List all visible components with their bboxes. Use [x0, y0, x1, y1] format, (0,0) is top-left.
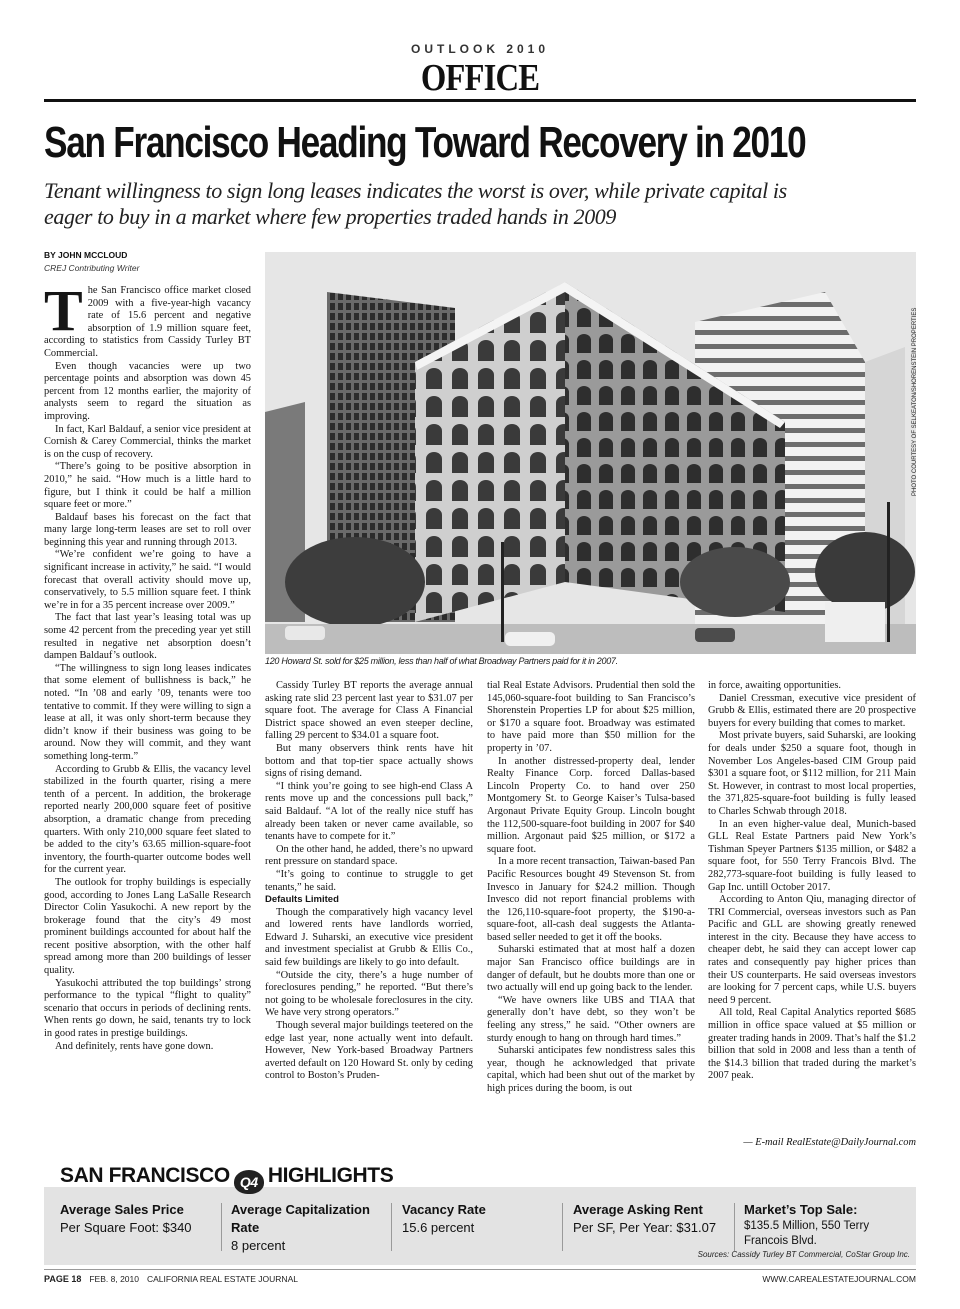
lead-paragraph — [44, 278, 251, 361]
article-paragraph: Suharski anticipates few nondistress sales this year, though he acknowledged that private capital, which had been shut out of the market by high prices during the boom, is out — [487, 1045, 695, 1094]
article-paragraph: All told, Real Capital Analytics reported $685 million in office space valued at $5 million or greater trading hands in 2009. That’s half the $1.2 billion that sold in 2008 and less than a tenth of the $14.3 billion that traded during the market’s 2007 peak. — [708, 1007, 916, 1082]
footer-left — [44, 1274, 306, 1284]
article-paragraph: But many observers think rents have hit bottom and that top-tier space actually shows signs of rising demand. — [265, 742, 473, 780]
section-kicker: OUTLOOK 2010 — [410, 42, 550, 56]
highlight-value: Per Square Foot: $340 — [60, 1220, 192, 1235]
article-paragraph: Suharski estimated that at most half a dozen major San Francisco office buildings are in danger of default, but he doubts more than one or two actually will end up going back to the lender. — [487, 944, 695, 994]
article-paragraph: Though the comparatively high vacancy level and lowered rents have landlords worried, Edward J. Suharski, an executive vice president and investment specialist at Grubb & Ellis Co., said few buildings are likely to go into default. — [265, 906, 473, 969]
highlight-divider — [562, 1203, 563, 1251]
header-rule — [44, 99, 916, 102]
article-paragraph: The outlook for trophy buildings is especially good, according to Jones Lang LaSalle Research Director Colin Yasukochi. A new report by the brokerage found that the city’s 49 most prominent buildings accounted for about half the recent positive absorption, with the other half spread among more than 200 buildings of lesser quality. — [44, 876, 251, 977]
article-paragraph: Even though vacancies were up two percentage points and absorption was down 45 percent from 12 months earlier, the majority of analysts seem to regard the situation as improving. — [44, 360, 251, 422]
article-paragraph: “There’s going to be positive absorption in 2010,” he said. “How much is a little hard to figure, but I think it could be half a million square feet or more.” — [44, 461, 251, 511]
article-paragraph: In an even higher-value deal, Munich-based GLL Real Estate Partners paid New York’s Tishman Speyer Partners $135 million, or $482 a square foot, for 550 Terry Francois Blvd. The 282,773-square-foot building is fully leased to Gap Inc. untill October 2017. — [708, 818, 916, 893]
article-column-2 — [265, 680, 473, 1083]
article-paragraph: According to Grubb & Ellis, the vacancy level stabilized in the fourth quarter, rising a mere tenth of a percent. In addition, the brokerage reported nearly 200,000 square feet of positive absorption, a dramatic change from preceding quarters. With only 210,000 square feet slated to be added to the city’s 63.65 million-square-foot inventory, the fourth-quarter outcome bodes well for the current year. — [44, 763, 251, 876]
highlight-label: Average Asking Rent — [573, 1202, 703, 1217]
highlights-title-right: HIGHLIGHTS — [267, 1164, 394, 1187]
article-column-3 — [487, 680, 695, 1096]
lead-text: he San Francisco office market closed 2009 with a five-year-high vacancy rate of 15.6 percent and negative absorption of 1.9 million square feet, according to statistics from Cassidy Turley BT Commercial. — [44, 285, 251, 359]
article-paragraph: In a more recent transaction, Taiwan-based Pan Pacific Resources bought 49 Stevenson St. from Invesco in January for $24.2 million. Though Invesco did not report financial problems with the 126,110-square-foot property, the $190-a-square-foot, all-cash deal suggests the Atlanta-based seller needed to get it off the books. — [487, 856, 695, 943]
highlight-value: Per SF, Per Year: $31.07 — [573, 1220, 717, 1235]
highlights-title — [60, 1164, 394, 1191]
byline-role: CREJ Contributing Writer — [44, 263, 140, 273]
article-headline: San Francisco Heading Toward Recovery in 2010 — [44, 118, 806, 167]
article-paragraph: “Outside the city, there’s a huge number of foreclosures pending,” he reported. “But there’s not going to be wholesale foreclosures in the city. We have very strong operators.” — [265, 969, 473, 1019]
article-paragraph: “We’re confident we’re going to have a significant increase in activity,” he said. “I would forecast that overall activity should move up, conservatively, to 5.5 million square feet. I think we’re in for a 35 percent increase over 2009.” — [44, 549, 251, 611]
highlights-title-left: SAN FRANCISCO — [60, 1164, 230, 1187]
issue-date: FEB. 8, 2010 — [89, 1274, 139, 1284]
highlight-average-asking-rent — [573, 1201, 733, 1236]
highlight-vacancy-rate — [402, 1201, 552, 1236]
article-paragraph: “It’s going to continue to struggle to get tenants,” he said. — [265, 868, 473, 893]
publication-name: CALIFORNIA REAL ESTATE JOURNAL — [146, 1274, 298, 1284]
highlight-divider — [734, 1203, 735, 1251]
article-paragraph: “I think you’re going to see high-end Class A rents move up and the concessions pull back,” said Baldauf. “A lot of the really nice stuff has already been taken or never came available, so tenants have to compete for it.” — [265, 780, 473, 843]
article-paragraph: in force, awaiting opportunities. — [708, 680, 842, 691]
article-paragraph: According to Anton Qiu, managing director of TRI Commercial, overseas investors such as Pan Pacific and GLL are showing greatly renewed interest in the city. Because they have access to cheaper debt, he said they can accept lower cap rates and consequently pay higher prices than their US counterparts. He said overseas investors are looking for 7 percent caps, while U.S. buyers need 9 percent. — [708, 894, 916, 1006]
article-column-4 — [708, 680, 916, 1083]
drop-cap: T — [44, 278, 83, 343]
highlights-sources: Sources: Cassidy Turley BT Commercial, CoStar Group Inc. — [697, 1250, 910, 1259]
quarter-badge: Q4 — [234, 1170, 264, 1194]
highlight-label: Vacancy Rate — [402, 1202, 486, 1217]
email-signoff: — E-mail RealEstate@DailyJournal.com — [743, 1137, 916, 1148]
highlight-label: Average Sales Price — [60, 1202, 184, 1217]
article-paragraph: Though several major buildings teetered on the edge last year, none actually went into default. However, New York-based Broadway Partners averted default on 120 Howard St. only by ceding control to Boston’s Pruden- — [265, 1020, 473, 1082]
article-paragraph: On the other hand, he added, there’s no upward rent pressure on standard space. — [265, 843, 473, 868]
article-paragraph: Yasukochi attributed the top buildings’ strong performance to the typical “flight to quality” scenario that occurs in periods of declining rents. When rents go down, he said, tenants try to lock in good rates in prestige buildings. — [44, 977, 251, 1040]
article-paragraph: “The willingness to sign long leases indicates that some element of bullishness is back,” he noted. “In ’08 and early ’09, tenants were too tentative to commit. If they were willing to sign a lease at all, it was only short-term because they didn’t know if their business was going to be around. Now they will commit, and they want something long-term.” — [44, 662, 251, 762]
article-paragraph: Most private buyers, said Suharski, are looking for deals under $250 a square foot, though in November Los Angeles-based CIM Group paid $301 a square foot, or $112 million, for 211 Main St. However, in contrast to most local properties, the 371,825-square-foot building is fully leased to Charles Schwab through 2018. — [708, 730, 916, 817]
article-column-1 — [44, 278, 251, 1053]
subhead-defaults-limited: Defaults Limited — [265, 894, 339, 906]
article-paragraph: And definitely, rents have gone down. — [55, 1040, 214, 1052]
article-paragraph: The fact that last year’s leasing total was up some 42 percent from the preceding year yet still resulted in negative net absorption doesn’t dampen Baldauf’s outlook. — [44, 612, 251, 662]
highlight-average-sales-price — [60, 1201, 220, 1236]
article-paragraph: “We have owners like UBS and TIAA that generally don’t have debt, so they won’t be feeling any stress,” he said. “Other owners are sturdy enough to hang on through hard times.” — [487, 994, 695, 1044]
highlight-divider — [221, 1203, 222, 1251]
article-deck: Tenant willingness to sign long leases indicates the worst is over, while private capital is eager to buy in a market where few properties traded hands in 2009 — [44, 178, 787, 229]
publication-url[interactable]: WWW.CAREALESTATEJOURNAL.COM — [762, 1274, 916, 1284]
byline: BY JOHN MCCLOUD — [44, 250, 128, 260]
footer-rule — [44, 1269, 916, 1270]
highlight-label: Market’s Top Sale: — [744, 1202, 858, 1217]
highlight-label: Average Capitalization Rate — [231, 1202, 370, 1235]
highlight-value: 15.6 percent — [402, 1220, 475, 1235]
photo-credit: PHOTO COURTESY OF SELKEATON/SHORENSTEIN PROPERTIES — [912, 307, 918, 496]
highlight-value: $135.5 Million, 550 Terry Francois Blvd. — [744, 1220, 870, 1247]
article-paragraph: Daniel Cressman, executive vice president of Grubb & Ellis, estimated there are 20 prospective buyers for every building that comes to market. — [708, 692, 916, 729]
article-paragraph: Baldauf bases his forecast on the fact that many large long-term leases are set to roll over beginning this year and running through 2013. — [44, 511, 251, 548]
section-title: OFFICE — [420, 57, 540, 99]
building-photo — [265, 252, 916, 654]
highlight-average-cap-rate — [231, 1201, 391, 1254]
highlight-top-sale — [744, 1201, 904, 1249]
page-number: PAGE 18 — [44, 1274, 82, 1284]
highlight-divider — [391, 1203, 392, 1251]
article-paragraph: In fact, Karl Baldauf, a senior vice president at Cornish & Carey Commercial, thinks the market is on the cusp of recovery. — [44, 423, 251, 460]
article-paragraph: Cassidy Turley BT reports the average annual asking rate slid 23 percent last year to $31.07 per square foot. The average for Class A Financial District space showed an even steeper decline, falling 29 percent to $34.01 a square foot. — [265, 680, 473, 742]
highlight-value: 8 percent — [231, 1238, 286, 1253]
photo-caption: 120 Howard St. sold for $25 million, less than half of what Broadway Partners paid for it in 2007. — [265, 656, 618, 666]
article-paragraph: tial Real Estate Advisors. Prudential then sold the 145,060-square-foot building to San Francisco’s Shorenstein Properties LP for about $25 million, or $170 a square foot. Broadway was estimated to have paid more than $50 million for the property in ’07. — [487, 680, 695, 754]
building-photo-image — [265, 252, 916, 654]
article-paragraph: In another distressed-property deal, lender Realty Finance Corp. forced Dallas-based Lincoln Property Co. to hand over 250 Montgomery St. to George Kaiser’s Tulsa-based Argonaut Private Equity Group. Lincoln bought the 112,500-square-foot building in 2007 for $40 million. Argonaut paid $25 million, or $172 a square foot. — [487, 755, 695, 855]
